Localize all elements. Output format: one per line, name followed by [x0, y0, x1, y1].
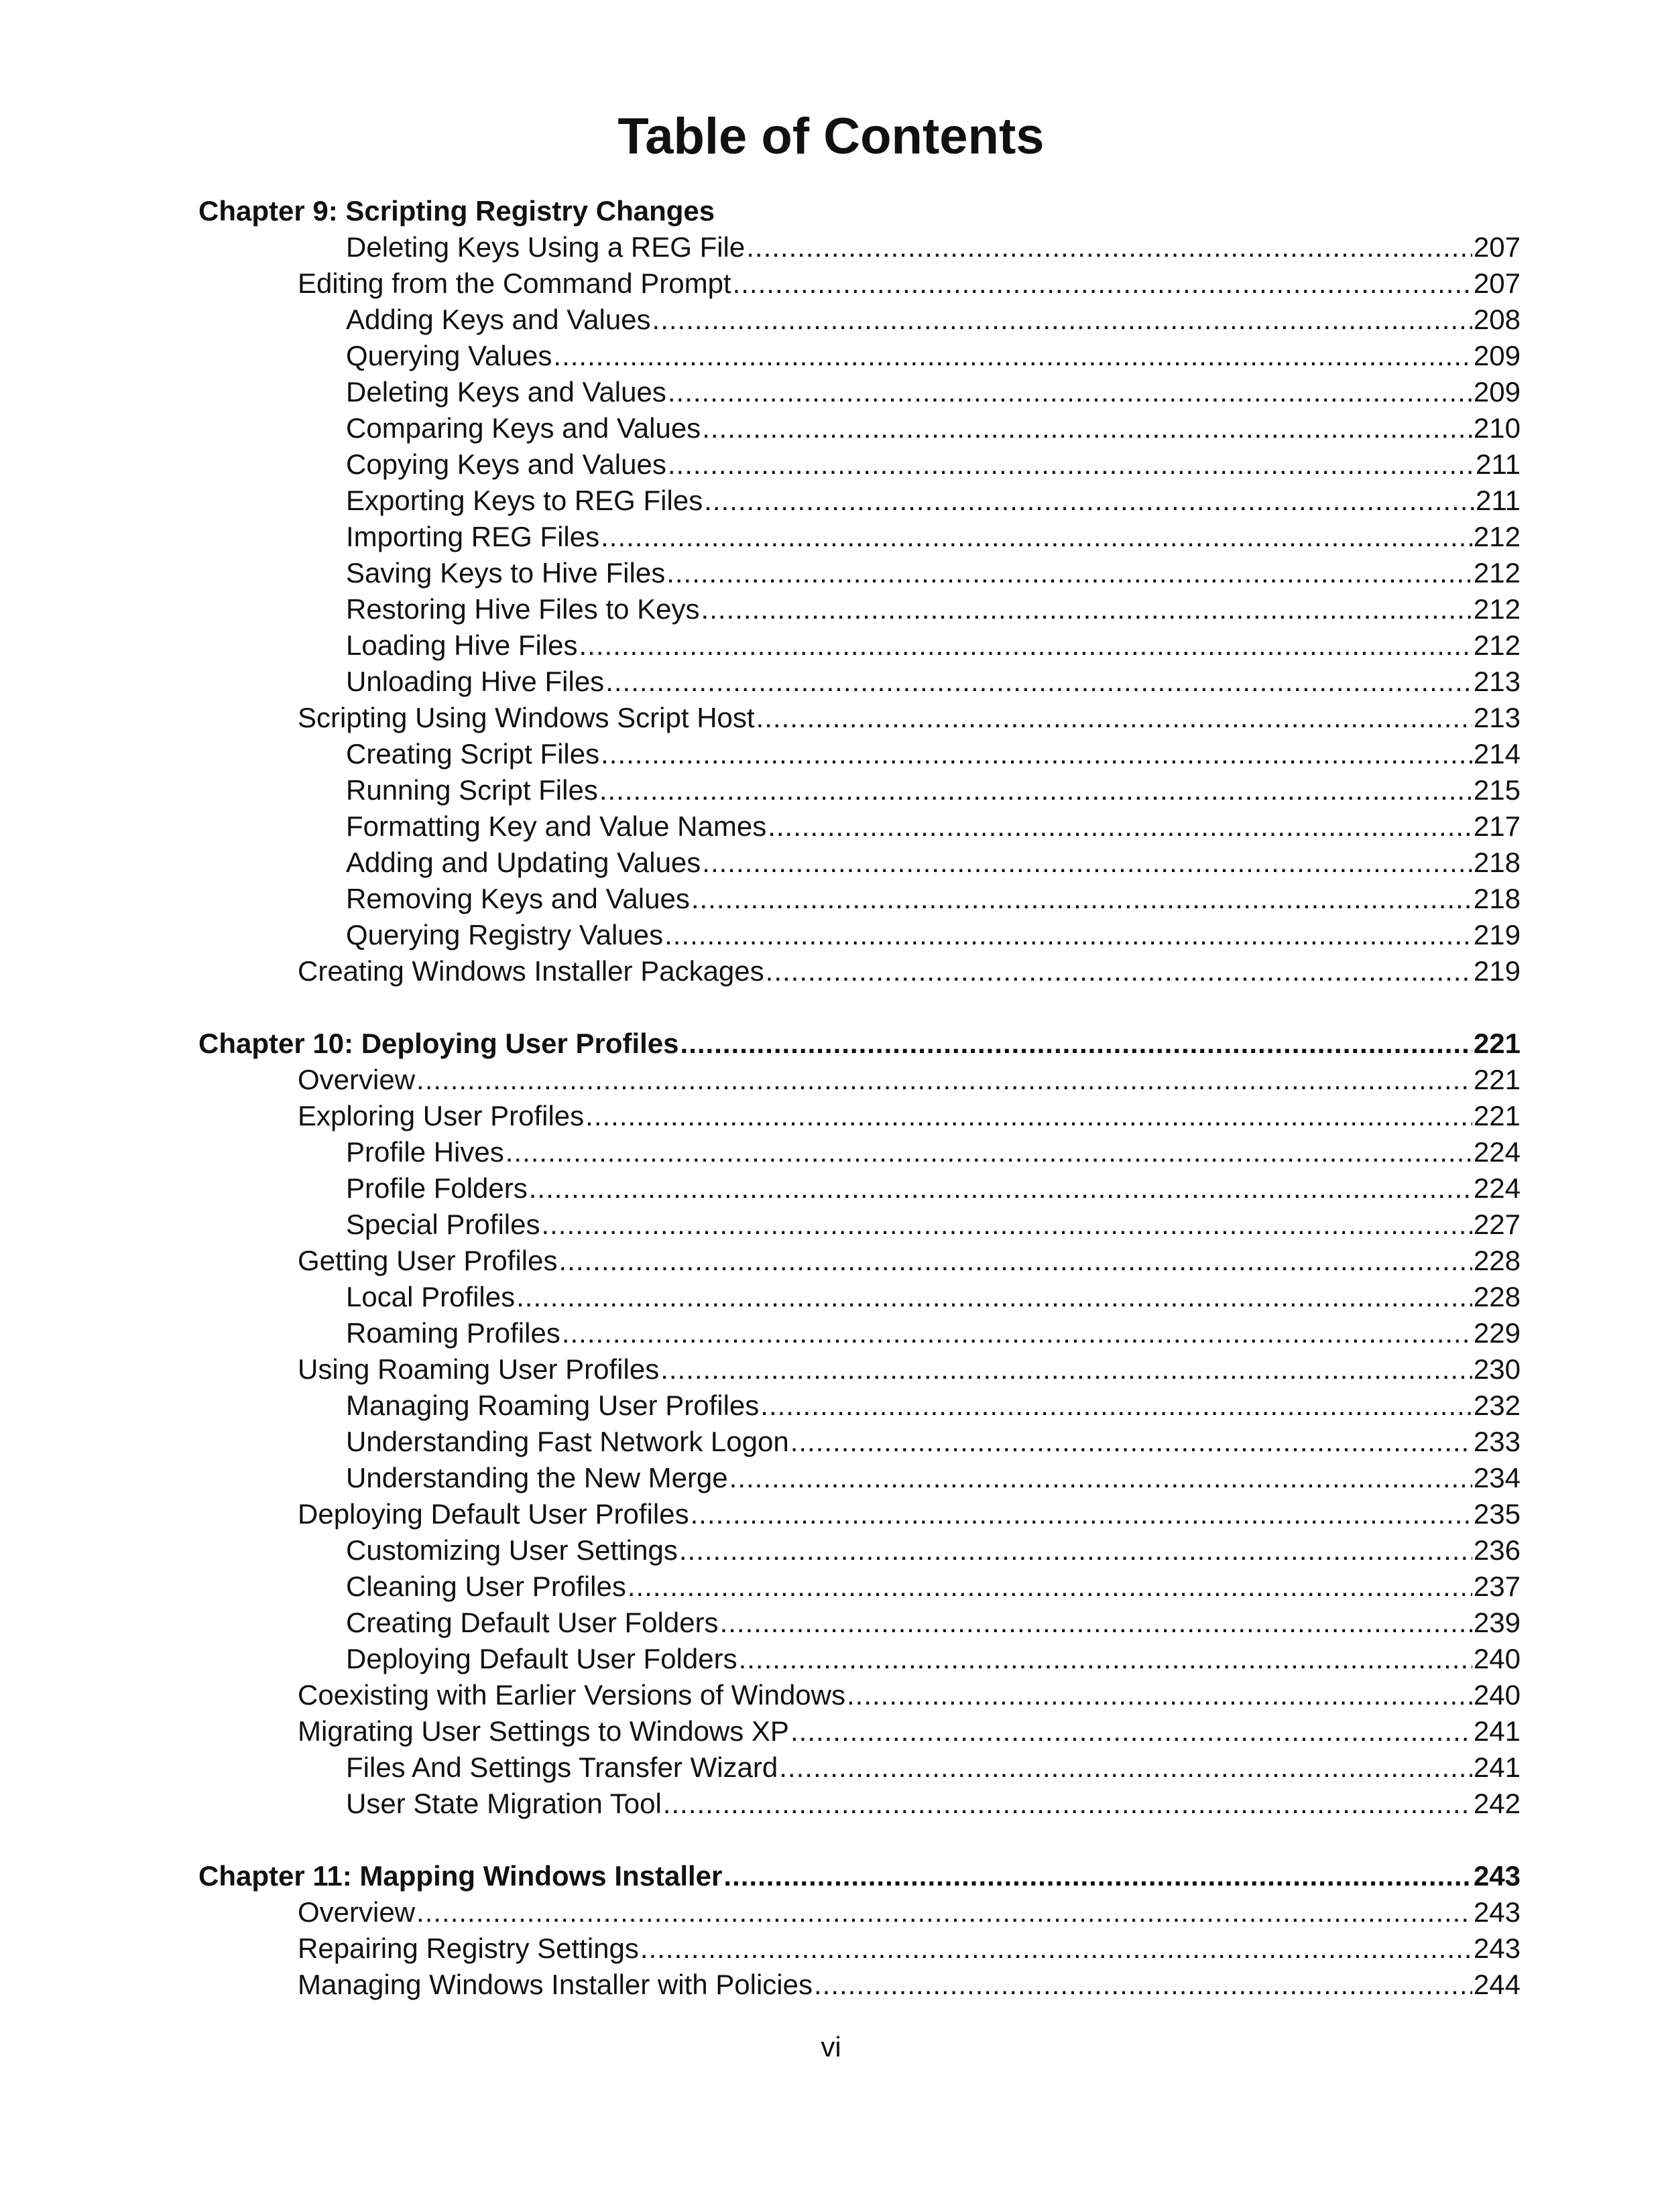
- page-title: Table of Contents: [617, 108, 1045, 165]
- toc-entry-page-number: 211: [1476, 448, 1521, 480]
- dot-leader: [541, 1207, 1472, 1243]
- toc-entry-title: Cleaning User Profiles: [346, 1571, 626, 1602]
- toc-entry-page-number: 219: [1473, 955, 1521, 987]
- toc-entry-page-number: 212: [1473, 629, 1521, 661]
- dot-leader: [652, 302, 1472, 338]
- toc-entry-page-number: 213: [1473, 702, 1521, 733]
- toc-entry-page-number: 233: [1473, 1426, 1521, 1457]
- toc-entry-title: Overview: [298, 1064, 416, 1095]
- toc-entry-title: Getting User Profiles: [298, 1245, 558, 1276]
- toc-entry-page-number: 213: [1473, 666, 1521, 697]
- toc-entry-page-number: 212: [1473, 557, 1521, 589]
- toc-entry[interactable]: [198, 1532, 1521, 1569]
- toc-entry[interactable]: [198, 1424, 1521, 1460]
- toc-entry-title: Exporting Keys to REG Files: [346, 485, 703, 516]
- dot-leader: [516, 1279, 1472, 1315]
- toc-entry-page-number: 229: [1473, 1317, 1521, 1349]
- toc-entry[interactable]: [198, 881, 1521, 917]
- toc-entry-title: Running Script Files: [346, 774, 598, 806]
- toc-entry-title: Deleting Keys and Values: [346, 376, 666, 408]
- toc-entry[interactable]: [198, 1749, 1521, 1786]
- toc-entry-page-number: 235: [1473, 1498, 1521, 1530]
- toc-entry[interactable]: [198, 446, 1521, 483]
- toc-entry-page-number: 244: [1473, 1969, 1521, 2000]
- toc-entry-page-number: 209: [1473, 340, 1521, 371]
- toc-entry[interactable]: [198, 1170, 1521, 1207]
- dot-leader: [664, 917, 1472, 953]
- toc-entry-title: Migrating User Settings to Windows XP: [298, 1715, 789, 1747]
- toc-entry[interactable]: [198, 1243, 1521, 1279]
- toc-entry[interactable]: [198, 1496, 1521, 1532]
- toc-entry-title: Local Profiles: [346, 1281, 516, 1312]
- chapter-page-number: 221: [1473, 1028, 1521, 1059]
- toc-entry[interactable]: [198, 1207, 1521, 1243]
- toc-entry-page-number: 224: [1473, 1172, 1521, 1204]
- toc-entry-title: Deleting Keys Using a REG File: [346, 231, 746, 263]
- toc-entry[interactable]: [198, 1713, 1521, 1749]
- toc-entry-title: Deploying Default User Folders: [346, 1643, 737, 1674]
- toc-entry-title: Formatting Key and Value Names: [346, 810, 767, 842]
- dot-leader: [605, 664, 1472, 700]
- toc-entry-page-number: 224: [1473, 1136, 1521, 1168]
- chapter-section: [198, 1026, 1521, 1822]
- dot-leader: [702, 410, 1472, 446]
- toc-entry[interactable]: [198, 1351, 1521, 1388]
- dot-leader: [558, 1243, 1472, 1279]
- dot-leader: [579, 627, 1472, 664]
- dot-leader: [790, 1713, 1472, 1749]
- toc-entry-title: Scripting Using Windows Script Host: [298, 702, 755, 733]
- toc-entry-page-number: 236: [1473, 1534, 1521, 1566]
- dot-leader: [756, 700, 1472, 736]
- toc-entry-title: Special Profiles: [346, 1209, 540, 1240]
- toc-entry[interactable]: [198, 1786, 1521, 1822]
- toc-entry[interactable]: [198, 1098, 1521, 1134]
- toc-entry-title: Adding and Updating Values: [346, 847, 701, 878]
- toc-entry[interactable]: [198, 845, 1521, 881]
- toc-entry-page-number: 242: [1473, 1788, 1521, 1819]
- dot-leader: [768, 808, 1472, 845]
- dot-leader: [668, 446, 1474, 483]
- toc-entry[interactable]: [198, 338, 1521, 374]
- toc-entry-page-number: 211: [1476, 485, 1521, 516]
- toc-entry-title: Managing Windows Installer with Policies: [298, 1969, 813, 2000]
- toc-entry-page-number: 214: [1473, 738, 1521, 770]
- dot-leader: [691, 1496, 1472, 1532]
- toc-entry-title: Unloading Hive Files: [346, 666, 605, 697]
- dot-leader: [562, 1315, 1472, 1351]
- dot-leader: [628, 1569, 1472, 1605]
- chapter-heading[interactable]: [198, 1026, 1521, 1062]
- toc-entry[interactable]: [198, 1894, 1521, 1930]
- chapter-page-number: 243: [1473, 1860, 1521, 1892]
- toc-entry[interactable]: [198, 627, 1521, 664]
- toc-entry-page-number: 228: [1473, 1281, 1521, 1312]
- toc-entry-page-number: 221: [1473, 1064, 1521, 1095]
- toc-entry-page-number: 215: [1473, 774, 1521, 806]
- dot-leader: [680, 1026, 1472, 1062]
- toc-entry[interactable]: [198, 917, 1521, 953]
- chapter-heading[interactable]: [198, 1858, 1521, 1894]
- chapter-heading[interactable]: Chapter 9: Scripting Registry Changes: [198, 195, 715, 227]
- toc-entry-title: Importing REG Files: [346, 521, 600, 552]
- dot-leader: [702, 845, 1472, 881]
- dot-leader: [585, 1098, 1472, 1134]
- toc-entry-title: Creating Default User Folders: [346, 1607, 719, 1638]
- dot-leader: [679, 1532, 1472, 1569]
- toc-entry[interactable]: [198, 483, 1521, 519]
- dot-leader: [529, 1170, 1472, 1207]
- dot-leader: [599, 772, 1472, 808]
- toc-entry[interactable]: [198, 1279, 1521, 1315]
- toc-entry[interactable]: [198, 1062, 1521, 1098]
- toc-entry-page-number: 208: [1473, 304, 1521, 335]
- dot-leader: [746, 229, 1472, 265]
- dot-leader: [416, 1062, 1472, 1098]
- dot-leader: [416, 1894, 1472, 1930]
- toc-entry-title: Understanding the New Merge: [346, 1462, 728, 1493]
- toc-entry-title: Coexisting with Earlier Versions of Windows: [298, 1679, 845, 1711]
- toc-entry-page-number: 228: [1473, 1245, 1521, 1276]
- dot-leader: [733, 265, 1472, 302]
- toc-entry[interactable]: [198, 1388, 1521, 1424]
- toc-entry-title: Managing Roaming User Profiles: [346, 1390, 760, 1421]
- toc-entry[interactable]: [198, 1569, 1521, 1605]
- chapter-section: [198, 193, 1521, 989]
- toc-entry-title: Using Roaming User Profiles: [298, 1353, 660, 1385]
- toc-entry-title: Profile Hives: [346, 1136, 504, 1168]
- toc-entry[interactable]: [198, 1641, 1521, 1677]
- toc-entry-title: Loading Hive Files: [346, 629, 578, 661]
- toc-entry-page-number: 243: [1473, 1896, 1521, 1928]
- dot-leader: [729, 1460, 1472, 1496]
- toc-entry-title: Deploying Default User Profiles: [298, 1498, 689, 1530]
- toc-entry-title: Creating Windows Installer Packages: [298, 955, 764, 987]
- chapter-section: [198, 1858, 1521, 2003]
- toc-entry[interactable]: [198, 265, 1521, 302]
- toc-entry-title: Roaming Profiles: [346, 1317, 560, 1349]
- toc-entry-title: Querying Registry Values: [346, 919, 664, 950]
- toc-entry[interactable]: [198, 555, 1521, 591]
- toc-entry-page-number: 207: [1473, 267, 1521, 299]
- toc-entry[interactable]: [198, 229, 1521, 265]
- toc-entry-page-number: 241: [1473, 1752, 1521, 1783]
- toc-entry-title: Understanding Fast Network Logon: [346, 1426, 789, 1457]
- dot-leader: [779, 1749, 1472, 1786]
- toc-entry[interactable]: [198, 1605, 1521, 1641]
- toc-entry-title: Adding Keys and Values: [346, 304, 651, 335]
- toc-entry-page-number: 212: [1473, 521, 1521, 552]
- toc-entry[interactable]: [198, 736, 1521, 772]
- toc-entry[interactable]: [198, 591, 1521, 627]
- toc-entry-title: User State Migration Tool: [346, 1788, 662, 1819]
- toc-entry-page-number: 239: [1473, 1607, 1521, 1638]
- toc-entry-title: Copying Keys and Values: [346, 448, 666, 480]
- toc-entry-page-number: 240: [1473, 1643, 1521, 1674]
- dot-leader: [847, 1677, 1472, 1713]
- toc-entry[interactable]: [198, 302, 1521, 338]
- toc-entry-title: Repairing Registry Settings: [298, 1932, 639, 1964]
- dot-leader: [691, 881, 1472, 917]
- toc-entry[interactable]: [198, 1930, 1521, 1967]
- dot-leader: [553, 338, 1472, 374]
- toc-entry-page-number: 218: [1473, 847, 1521, 878]
- toc-entry[interactable]: [198, 519, 1521, 555]
- toc-entry-title: Creating Script Files: [346, 738, 600, 770]
- toc-entry[interactable]: [198, 808, 1521, 845]
- toc-entry-page-number: 209: [1473, 376, 1521, 408]
- toc-entry-page-number: 217: [1473, 810, 1521, 842]
- toc-entry[interactable]: [198, 953, 1521, 989]
- toc-entry-title: Restoring Hive Files to Keys: [346, 593, 700, 625]
- dot-leader: [666, 555, 1472, 591]
- toc-entry-title: Saving Keys to Hive Files: [346, 557, 666, 589]
- toc-entry[interactable]: [198, 1460, 1521, 1496]
- toc-entry[interactable]: [198, 410, 1521, 446]
- dot-leader: [640, 1930, 1472, 1967]
- toc-entry[interactable]: [198, 1677, 1521, 1713]
- dot-leader: [701, 591, 1472, 627]
- toc-entry-title: Editing from the Command Prompt: [298, 267, 731, 299]
- toc-entry-page-number: 212: [1473, 593, 1521, 625]
- dot-leader: [506, 1134, 1472, 1170]
- toc-entry-page-number: 241: [1473, 1715, 1521, 1747]
- chapter-title: Chapter 11: Mapping Windows Installer: [198, 1860, 723, 1892]
- dot-leader: [790, 1424, 1472, 1460]
- toc-entry-page-number: 240: [1473, 1679, 1521, 1711]
- dot-leader: [704, 483, 1474, 519]
- toc-entry-page-number: 243: [1473, 1932, 1521, 1964]
- dot-leader: [814, 1967, 1472, 2003]
- toc-entry-title: Profile Folders: [346, 1172, 528, 1204]
- dot-leader: [601, 736, 1472, 772]
- toc-entry[interactable]: [198, 700, 1521, 736]
- dot-leader: [760, 1388, 1472, 1424]
- dot-leader: [723, 1858, 1472, 1894]
- page-number: vi: [821, 2031, 841, 2063]
- toc-entry[interactable]: [198, 1315, 1521, 1351]
- toc-entry-page-number: 232: [1473, 1390, 1521, 1421]
- toc-entry-page-number: 218: [1473, 883, 1521, 914]
- dot-leader: [668, 374, 1472, 410]
- toc-entry[interactable]: [198, 1967, 1521, 2003]
- toc-entry-page-number: 210: [1473, 412, 1521, 444]
- toc-entry-title: Customizing User Settings: [346, 1534, 678, 1566]
- toc-entry-title: Exploring User Profiles: [298, 1100, 585, 1131]
- toc-entry-page-number: 234: [1473, 1462, 1521, 1493]
- toc-entry-title: Comparing Keys and Values: [346, 412, 701, 444]
- dot-leader: [601, 519, 1472, 555]
- toc-entry-title: Files And Settings Transfer Wizard: [346, 1752, 778, 1783]
- chapter-title: Chapter 10: Deploying User Profiles: [198, 1028, 679, 1059]
- toc-entry-page-number: 207: [1473, 231, 1521, 263]
- toc-entry-page-number: 230: [1473, 1353, 1521, 1385]
- toc-entry-title: Querying Values: [346, 340, 552, 371]
- dot-leader: [663, 1786, 1472, 1822]
- dot-leader: [739, 1641, 1472, 1677]
- toc-entry-title: Overview: [298, 1896, 416, 1928]
- toc-entry-title: Removing Keys and Values: [346, 883, 690, 914]
- toc-entry-page-number: 237: [1473, 1571, 1521, 1602]
- dot-leader: [660, 1351, 1472, 1388]
- toc-entry[interactable]: [198, 374, 1521, 410]
- table-of-contents: [198, 193, 1521, 2039]
- toc-entry-page-number: 227: [1473, 1209, 1521, 1240]
- toc-entry[interactable]: [198, 664, 1521, 700]
- toc-entry[interactable]: [198, 1134, 1521, 1170]
- dot-leader: [720, 1605, 1472, 1641]
- toc-entry-page-number: 219: [1473, 919, 1521, 950]
- toc-entry-page-number: 221: [1473, 1100, 1521, 1131]
- toc-entry[interactable]: [198, 772, 1521, 808]
- dot-leader: [766, 953, 1472, 989]
